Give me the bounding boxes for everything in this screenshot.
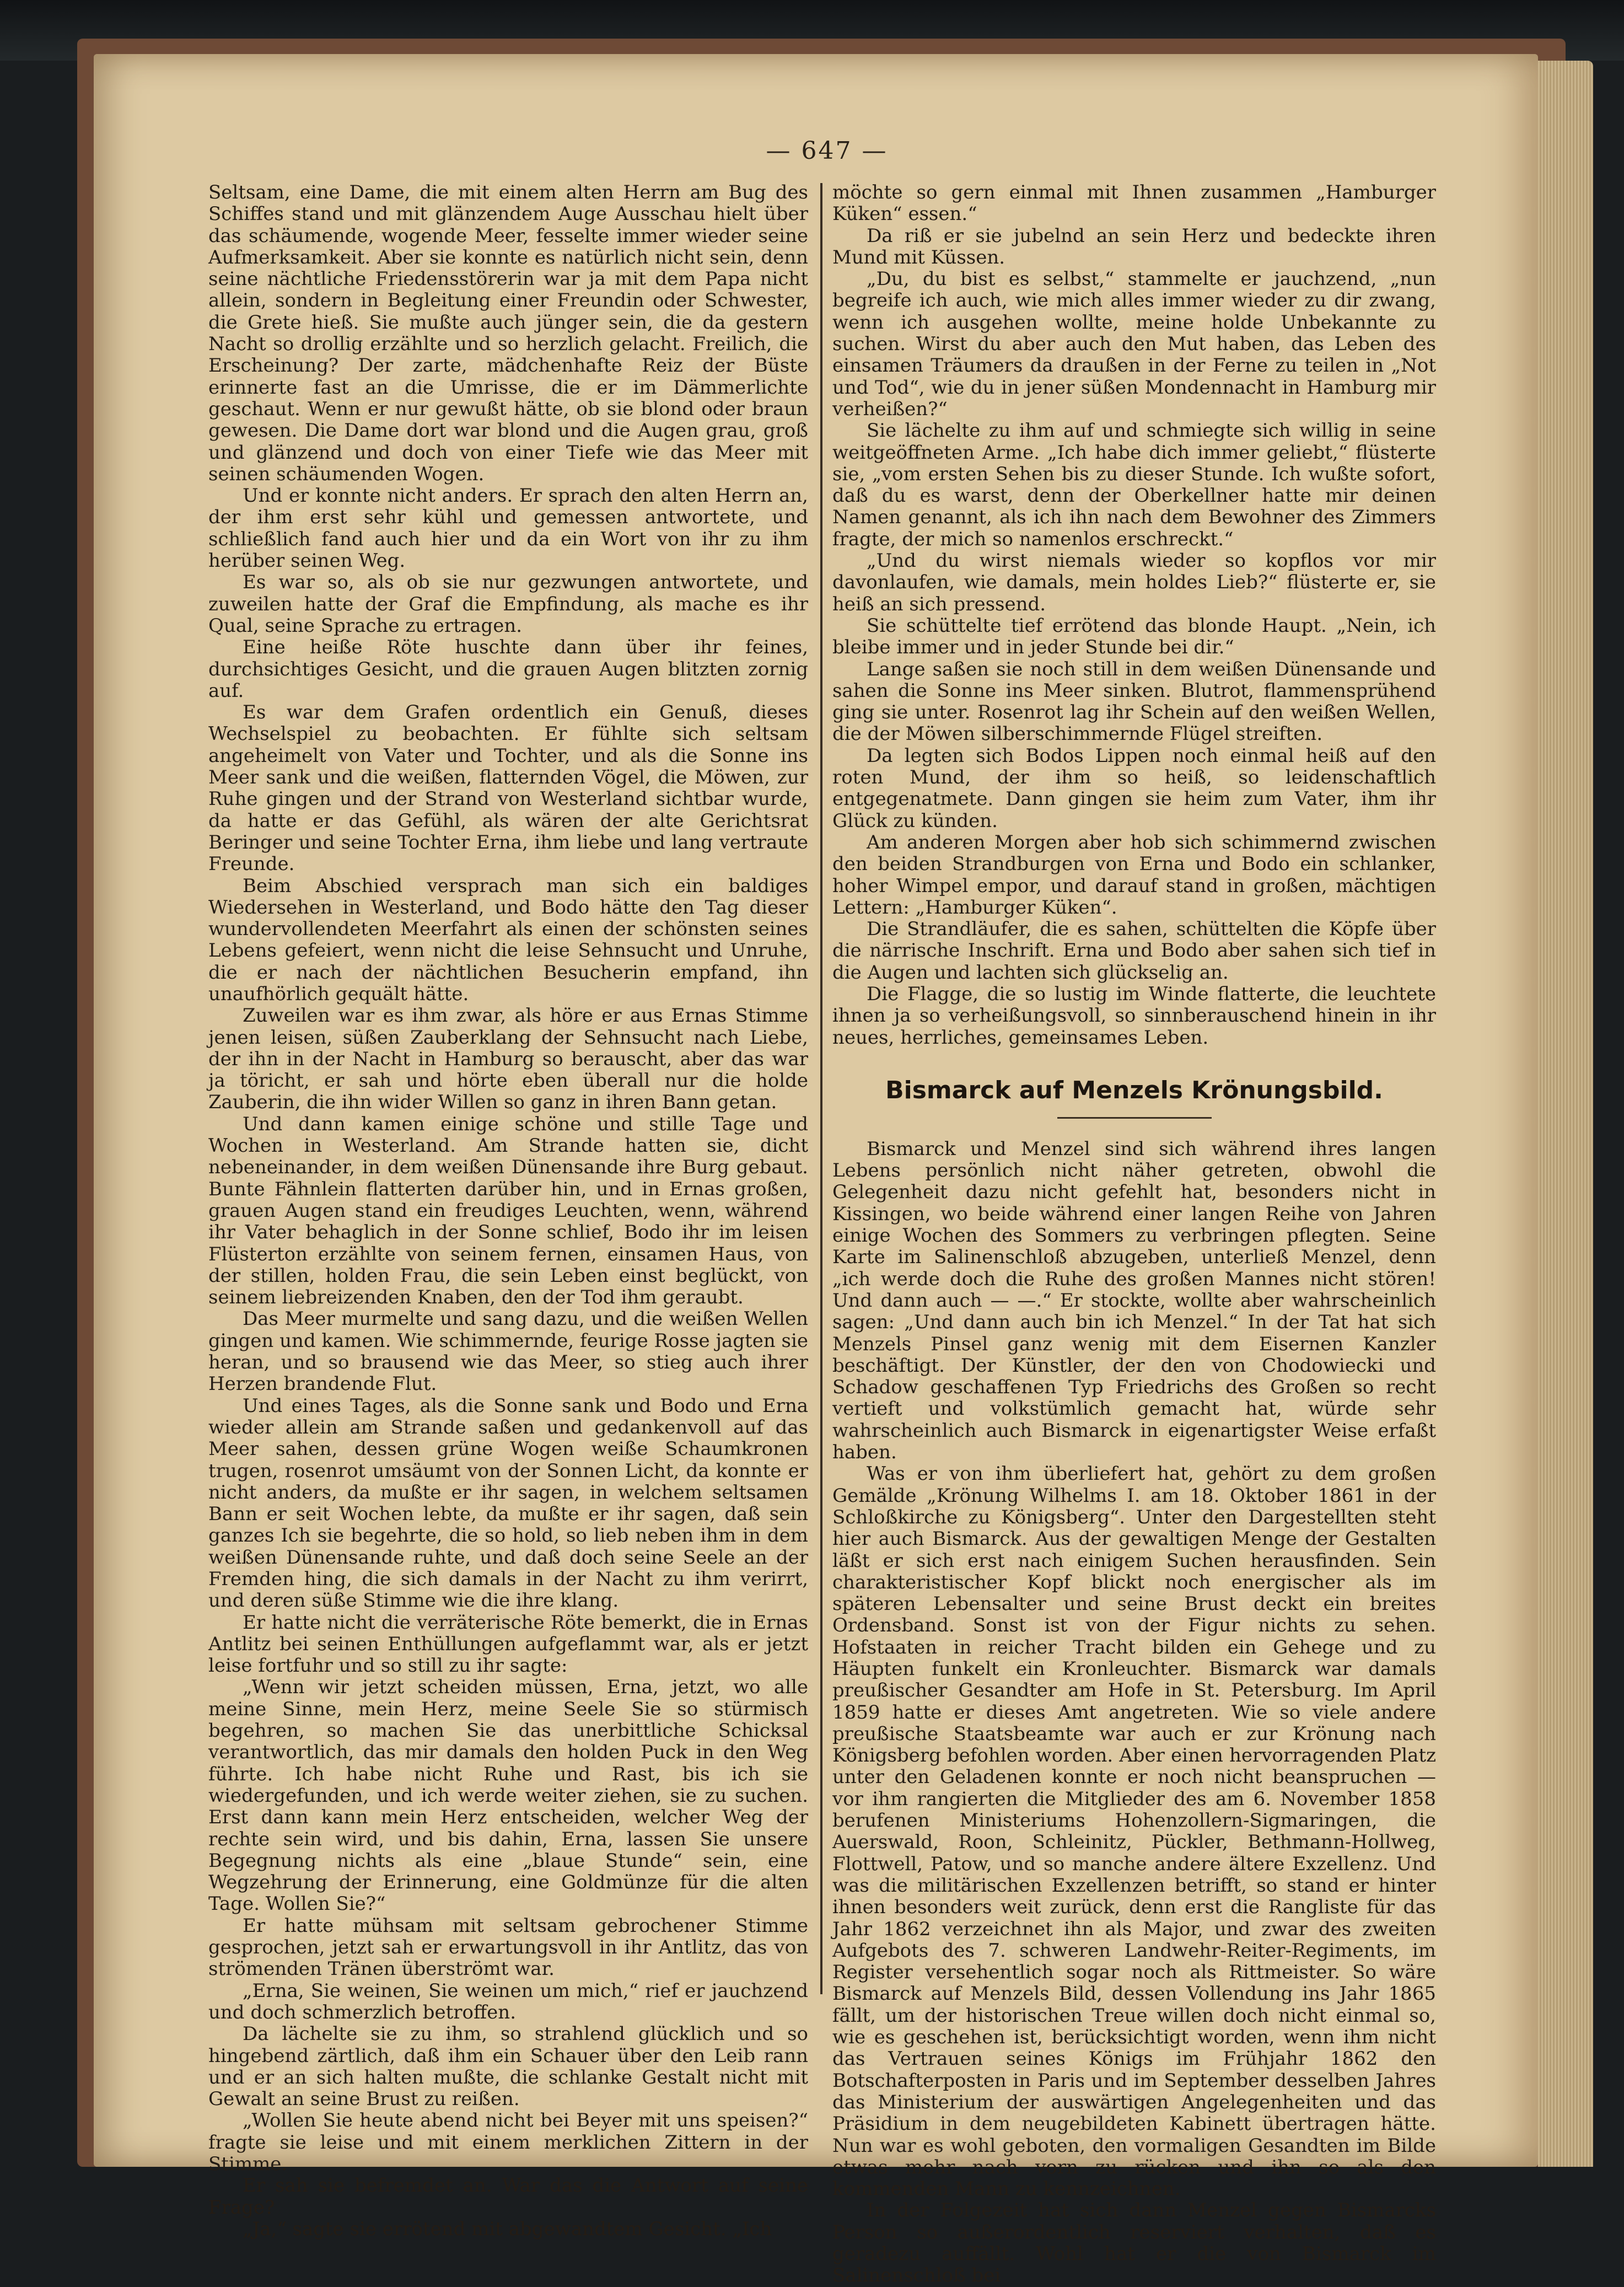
left-paragraph-18: „Ja,“ sagte sie errötend mit abgewandtem Gesicht. „Ich <box>243 2218 772 2240</box>
left-paragraph-17: Er sah sie befremdet an. War das die Antwort auf seine Frage? <box>208 2175 808 2219</box>
left-column <box>208 182 808 2240</box>
article-heading: Bismarck auf Menzels Krönungsbild. <box>885 1076 1383 1104</box>
left-paragraph-5: Es war dem Grafen ordentlich ein Genuß, dieses Wechselspiel zu beobachten. Er fühlte sich seltsam angeheimelt von Vater und Tochter, und als die Sonne ins Meer sank und die weißen, flatternden Vögel, die Möwen, zur Ruhe gingen und der Strand von Westerland sichtbar wurde, da hatte er das Gefühl, als wären der alte Gerichtsrat Beringer und seine Tochter Erna, ihm liebe und lang vertraute Freunde. <box>208 701 808 876</box>
right-paragraph-5: „Und du wirst niemals wieder so kopflos vor mir davonlaufen, wie damals, mein holdes Lieb?“ flüsterte er, sie heiß an sich pressend. <box>832 550 1436 615</box>
right-paragraph-10: Die Strandläufer, die es sahen, schüttelten die Köpfe über die närrische Inschrift. Erna und Bodo aber sahen sich tief in die Augen und lachten sich glückselig an. <box>832 918 1436 984</box>
right-paragraph-8: Da legten sich Bodos Lippen noch einmal heiß auf den roten Mund, der ihm so heiß, so leidenschaftlich entgegenatmete. Dann gingen sie heim zum Vater, ihm ihr Glück zu künden. <box>832 744 1436 832</box>
left-paragraph-16: „Wollen Sie heute abend nicht bei Beyer mit uns speisen?“ fragte sie leise und mit einem merklichen Zittern in der Stimme. <box>208 2109 808 2176</box>
right-paragraph-1: möchte so gern einmal mit Ihnen zusammen „Hamburger Küken“ essen.“ <box>832 181 1436 226</box>
left-paragraph-14: „Erna, Sie weinen, Sie weinen um mich,“ rief er jauchzend und doch schmerzlich betroffen. <box>208 1979 808 2023</box>
left-paragraph-1: Seltsam, eine Dame, die mit einem alten Herrn am Bug des Schiffes stand und mit glänzendem Auge Ausschau hielt über das schäumende, wogende Meer, fesselte immer wieder seine Aufmerksamkeit. Aber sie konnte es natürlich nicht sein, denn seine nächtliche Friedensstörerin war ja mit dem Papa nicht allein, sondern in Begleitung einer Freundin oder Schwester, die Grete hieß. Sie mußte auch jünger sein, die da gestern Nacht so drollig erzählte und so herzlich gelacht. Freilich, die Erscheinung? Der zarte, mädchenhafte Reiz der Büste erinnerte fast an die Umrisse, die er im Dämmerlichte geschaut. Wenn er nur gewußt hätte, ob sie blond oder braun gewesen. Die Dame dort war blond und die Augen grau, groß und glänzend und doch von einer Tiefe wie das Meer mit seinen schäumenden Wogen. <box>208 181 808 485</box>
article-paragraph-3: In der Folgezeit hat sich dann Menzel gegen Bismarcks Person so außerordentlich reserviert verhalten, daß es geradezu auffällt. Wohl hat er die von Bismarck im Salinenschloß bei <box>832 2199 1436 2287</box>
right-column <box>832 182 1436 2287</box>
left-paragraph-15: Da lächelte sie zu ihm, so strahlend glücklich und so hingebend zärtlich, daß ihm ein Schauer über den Leib rann und er an sich halten mußte, die schlanke Gestalt nicht mit Gewalt an seine Brust zu reißen. <box>208 2023 808 2111</box>
page-stack-edge <box>1538 61 1593 2167</box>
right-paragraph-4: Sie lächelte zu ihm auf und schmiegte sich willig in seine weitgeöffneten Arme. „Ich habe dich immer geliebt,“ flüsterte sie, „vom ersten Sehen bis zu dieser Stunde. Ich wußte sofort, daß du es warst, denn der Oberkellner hatte mir deinen Namen genannt, als ich ihn nach dem Bewohner des Zimmers fragte, der mich so namenlos erschreckt.“ <box>832 420 1436 550</box>
right-paragraph-2: Da riß er sie jubelnd an sein Herz und bedeckte ihren Mund mit Küssen. <box>832 224 1436 269</box>
left-paragraph-13: Er hatte mühsam mit seltsam gebrochener Stimme gesprochen, jetzt sah er erwartungsvoll in ihr Antlitz, das von strömenden Tränen überströmt war. <box>208 1914 808 1980</box>
left-paragraph-12: „Wenn wir jetzt scheiden müssen, Erna, jetzt, wo alle meine Sinne, mein Herz, meine Seele Sie so stürmisch begehren, so machen Sie das unerbittliche Schicksal verantwortlich, das mir damals den holden Puck in den Weg führte. Ich habe nicht Ruhe und Rast, bis ich sie wiedergefunden, und ich werde weiter ziehen, sie zu suchen. Erst dann kann mein Herz entscheiden, welcher Weg der rechte sein wird, und bis dahin, Erna, lassen Sie unsere Begegnung nichts als eine „blaue Stunde“ sein, eine Wegzehrung der Erinnerung, eine Goldmünze für die alten Tage. Wollen Sie?“ <box>208 1676 808 1915</box>
left-paragraph-4: Eine heiße Röte huschte dann über ihr feines, durchsichtiges Gesicht, und die grauen Augen blitzten zornig auf. <box>208 636 808 702</box>
left-paragraph-2: Und er konnte nicht anders. Er sprach den alten Herrn an, der ihm erst sehr kühl und gemessen antwortete, und schließlich fand auch hier und da ein Wort von ihr zu ihm herüber seinen Weg. <box>208 485 808 572</box>
heading-rule <box>1057 1117 1212 1119</box>
left-paragraph-8: Und dann kamen einige schöne und stille Tage und Wochen in Westerland. Am Strande hatten sie, dicht nebeneinander, in dem weißen Dünensande ihre Burg gebaut. Bunte Fähnlein flatterten darüber hin, und in Ernas großen, grauen Augen stand ein freudiges Leuchten, wenn, während ihr Vater behaglich in der Sonne schlief, Bodo ihr im leisen Flüsterton erzählte von seinem fernen, einsamen Haus, von der stillen, holden Frau, die sein Leben einst beglückt, von seinem liebreizenden Knaben, den der Tod ihm geraubt. <box>208 1113 808 1309</box>
right-paragraph-6: Sie schüttelte tief errötend das blonde Haupt. „Nein, ich bleibe immer und in jeder Stunde bei dir.“ <box>832 614 1436 659</box>
left-paragraph-3: Es war so, als ob sie nur gezwungen antwortete, und zuweilen hatte der Graf die Empfindung, als mache es ihr Qual, seine Sprache zu ertragen. <box>208 571 808 637</box>
article-paragraph-1: Bismarck und Menzel sind sich während ihres langen Lebens persönlich nicht näher getreten, obwohl die Gelegenheit dazu nicht gefehlt hat, besonders nicht in Kissingen, wo beide während einer langen Reihe von Jahren einige Wochen des Sommers zu verbringen pflegten. Seine Karte im Salinenschloß abzugeben, unterließ Menzel, denn „ich werde doch die Ruhe des großen Mannes nicht stören! Und dann auch — —.“ Er stockte, wollte aber wahrscheinlich sagen: „Und dann auch bin ich Menzel.“ In der Tat hat sich Menzels Pinsel ganz wenig mit dem Eisernen Kanzler beschäftigt. Der Künstler, der den von Chodowiecki und Schadow geschaffenen Typ Friedrichs des Großen so recht vertieft und volkstümlich gemacht hat, würde sehr wahrscheinlich auch Bismarck in eigenartigster Weise erfaßt haben. <box>832 1137 1436 1464</box>
right-paragraph-7: Lange saßen sie noch still in dem weißen Dünensande und sahen die Sonne ins Meer sinken. Blutrot, flammensprühend ging sie unter. Rosenrot lag ihr Schein auf den weißen Wellen, die der Möwen silberschimmernde Flügel streiften. <box>832 658 1436 745</box>
article-paragraph-2: Was er von ihm überliefert hat, gehört zu dem großen Gemälde „Krönung Wilhelms I. am 18. Oktober 1861 in der Schloßkirche zu Königsberg“. Unter den Dargestellten steht hier auch Bismarck. Aus der gewaltigen Menge der Gestalten läßt er sich erst nach einigem Suchen herausfinden. Sein charakteristischer Kopf blickt noch energischer als im späteren Lebensalter und seine Brust deckt ein breites Ordensband. Sonst ist von der Figur nichts zu sehen. Hofstaaten in reicher Tracht bilden ein Gehege und zu Häupten funkelt ein Kronleuchter. Bismarck war damals preußischer Gesandter am Hofe in St. Petersburg. Im April 1859 hatte er dieses Amt angetreten. Wie so viele andere preußische Staatsbeamte war auch er zur Krönung nach Königsberg befohlen worden. Aber einen hervorragenden Platz unter den Geladenen konnte er noch nicht beanspruchen — vor ihm rangierten die Mitglieder des am 6. November 1858 berufenen Ministeriums Hohenzollern-Sigmaringen, die Auerswald, Roon, Schleinitz, Pückler, Bethmann-Hollweg, Flottwell, Patow, und so manche andere ältere Exzellenz. Und was die militärischen Exzellenzen betrifft, so stand er hinter ihnen besonders weit zurück, denn erst die Rangliste für das Jahr 1862 verzeichnet ihn als Major, und zwar des zweiten Aufgebots des 7. schweren Landwehr-Reiter-Regiments, im Register versehentlich sogar noch als Rittmeister. So wäre Bismarck auf Menzels Bild, dessen Vollendung ins Jahr 1865 fällt, um der historischen Treue willen doch nicht einmal so, wie es geschehen ist, berücksichtigt worden, wenn ihm nicht das Vertrauen seines Königs im Frühjahr 1862 den Botschafterposten in Paris und im September desselben Jahres das Ministerium der auswärtigen Angelegenheiten und das Präsidium in dem neugebildeten Kabinett übertragen hätte. Nun war es wohl geboten, den vormaligen Gesandten im Bilde etwas mehr nach vorn zu rücken und ihn so als den kommenden Mann zu kennzeichnen. <box>832 1463 1436 2200</box>
left-paragraph-9: Das Meer murmelte und sang dazu, und die weißen Wellen gingen und kamen. Wie schimmernde, feurige Rosse jagten sie heran, und so brausend wie das Meer, so stieg auch ihrer Herzen brandende Flut. <box>208 1308 808 1395</box>
column-divider <box>820 183 822 1994</box>
page-number: — 647 — <box>766 137 888 165</box>
right-paragraph-9: Am anderen Morgen aber hob sich schimmernd zwischen den beiden Strandburgen von Erna und Bodo ein schlanker, hoher Wimpel empor, und darauf stand in großen, mächtigen Lettern: „Hamburger Küken“. <box>832 831 1436 919</box>
right-paragraph-3: „Du, du bist es selbst,“ stammelte er jauchzend, „nun begreife ich auch, wie mich alles immer wieder zu dir zwang, wenn ich ausgehen wollte, meine holde Unbekannte zu suchen. Wirst du aber auch den Mut haben, das Leben des einsamen Träumers da draußen in der Ferne zu teilen in „Not und Tod“, wie du in jener süßen Mondennacht in Hamburg mir verheißen?“ <box>832 268 1436 420</box>
left-paragraph-10: Und eines Tages, als die Sonne sank und Bodo und Erna wieder allein am Strande saßen und gedankenvoll auf das Meer sahen, dessen grüne Wogen weiße Schaumkronen trugen, rosenrot umsäumt von der Sonnen Licht, da konnte er nicht anders, da mußte er ihr sagen, in welchem seltsamen Bann er seit Wochen lebte, da mußte er ihr sagen, daß sein ganzes Ich sie begehrte, die so hold, so lieb neben ihm in dem weißen Dünensande ruhte, und daß doch seine Seele an der Fremden hing, die sich damals in der Nacht zu ihm verirrt, und deren süße Stimme wie die ihre klang. <box>208 1394 808 1612</box>
right-paragraph-11: Die Flagge, die so lustig im Winde flatterte, die leuchtete ihnen ja so verheißungsvoll, so sinnberauschend hinein in ihr neues, herrliches, gemeinsames Leben. <box>832 983 1436 1049</box>
left-paragraph-11: Er hatte nicht die verräterische Röte bemerkt, die in Ernas Antlitz bei seinen Enthüllungen aufgeflammt war, als er jetzt leise fortfuhr und so still zu ihr sagte: <box>208 1611 808 1677</box>
left-paragraph-6: Beim Abschied versprach man sich ein baldiges Wiedersehen in Westerland, und Bodo hätte den Tag dieser wundervollendeten Meerfahrt als einen der schönsten seines Lebens gefeiert, wenn nicht die leise Sehnsucht und Unruhe, die er nach der nächtlichen Besucherin empfand, ihn unaufhörlich gequält hätte. <box>208 874 808 1005</box>
left-paragraph-7: Zuweilen war es ihm zwar, als höre er aus Ernas Stimme jenen leisen, süßen Zauberklang der Sehnsucht nach Liebe, der ihn in der Nacht in Hamburg so berauscht, aber das war ja töricht, er sah und hörte eben überall nur die holde Zauberin, die ihn wider Willen so ganz in ihren Bann getan. <box>208 1005 808 1114</box>
